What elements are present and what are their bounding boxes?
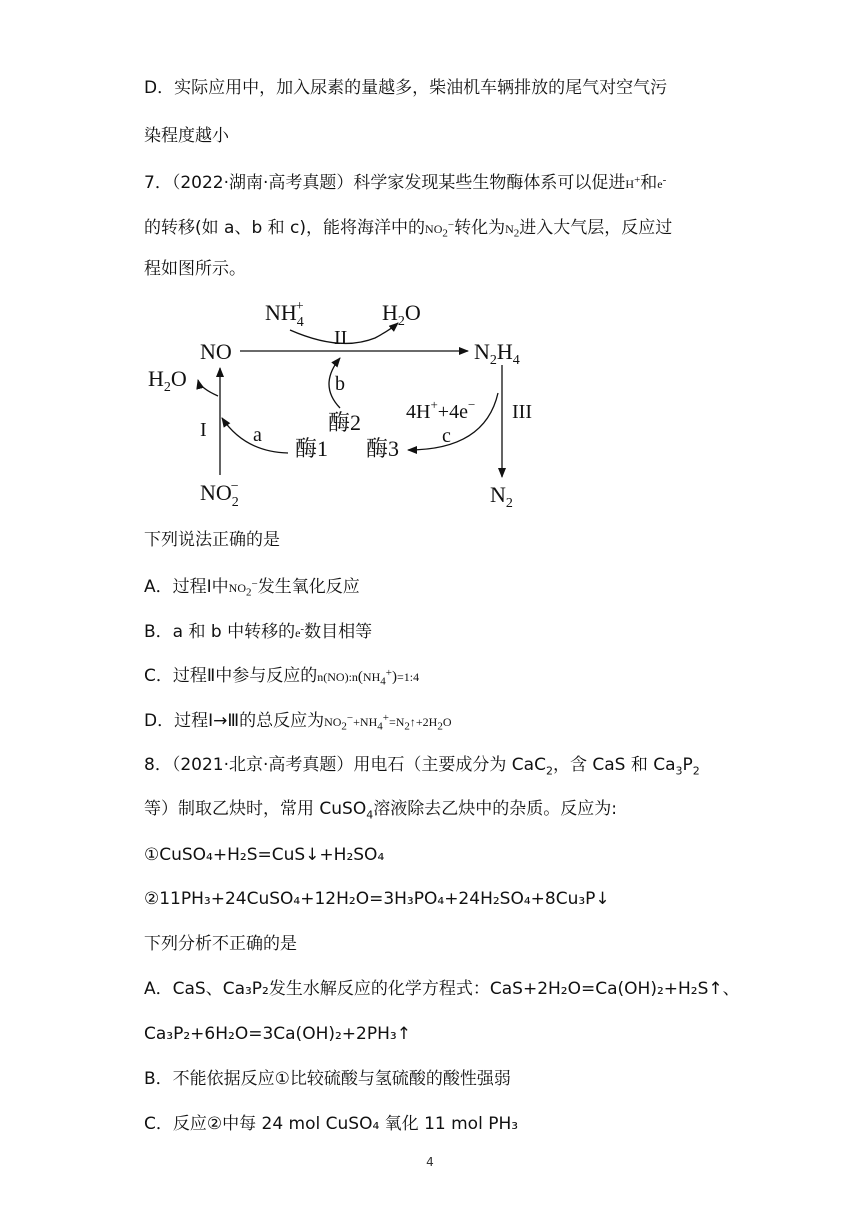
label-a: a <box>253 424 262 446</box>
q8-option-a-line1: A．CaS、Ca₃P₂发生水解反应的化学方程式：CaS+2H₂O=Ca(OH)₂+H₂S↑、 <box>144 979 740 999</box>
label-ii: II <box>334 327 348 349</box>
q8-option-c: C．反应②中每 24 mol CuSO₄ 氧化 11 mol PH₃ <box>144 1114 519 1134</box>
q7-stem-line2: 的转移(如 a、b 和 c)，能将海洋中的$NO_2^-$转化为$N_2$进入大气层，反应过 <box>144 218 673 240</box>
label-n2: $N_2$ <box>490 482 513 511</box>
q8-option-a-line2: Ca₃P₂+6H₂O=3Ca(OH)₂+2PH₃↑ <box>144 1024 411 1044</box>
label-enzyme3: 酶3 <box>366 436 400 461</box>
q8-stem-line2: 等）制取乙炔时，常用 CuSO$_4$溶液除去乙炔中的杂质。反应为: <box>144 799 617 822</box>
q8-stem-line1: 8．（2021·北京·高考真题）用电石（主要成分为 CaC$_2$，含 CaS 和 $Ca_3P_2$ <box>144 755 700 778</box>
label-n2h4: $N_2H_4$ <box>474 339 520 368</box>
label-b: b <box>335 373 345 395</box>
q8-option-b: B．不能依据反应①比较硫酸与氢硫酸的酸性强弱 <box>144 1069 511 1089</box>
label-enzyme2: 酶2 <box>328 410 362 435</box>
arrow-to-h2o-left <box>198 380 218 396</box>
label-i: I <box>200 419 207 441</box>
q7-option-a: A．过程Ⅰ中$NO_2^-$发生氧化反应 <box>144 577 360 599</box>
q6-option-d-line1: D．实际应用中，加入尿素的量越多，柴油机车辆排放的尾气对空气污 <box>144 78 668 98</box>
q7-option-b: B．a 和 b 中转移的e-数目相等 <box>144 622 373 642</box>
q8-question: 下列分析不正确的是 <box>144 934 297 954</box>
q7-question: 下列说法正确的是 <box>144 530 280 550</box>
q7-stem-line3: 程如图所示。 <box>144 259 246 279</box>
label-enzyme1: 酶1 <box>295 436 329 461</box>
page-number: 4 <box>426 1155 434 1169</box>
label-no2: $NO_2-$ <box>200 479 239 510</box>
q7-option-d: D．过程Ⅰ→Ⅲ的总反应为$NO_2^-+NH_4^+=N_2↑+2H_2O$ <box>144 711 452 733</box>
label-c: c <box>442 425 451 447</box>
q8-reaction-1: ①CuSO₄+H₂S=CuS↓+H₂SO₄ <box>144 845 385 865</box>
label-no: NO <box>200 339 232 364</box>
label-iii: III <box>512 401 532 423</box>
q7-stem-line1: 7．（2022·湖南·高考真题）科学家发现某些生物酶体系可以促进H+和e- <box>144 173 667 193</box>
label-h2o-top: $H_2O$ <box>382 300 421 329</box>
q8-reaction-2: ②11PH₃+24CuSO₄+12H₂O=3H₃PO₄+24H₂SO₄+8Cu₃P↓ <box>144 889 610 909</box>
label-h2o-left: $H_2O$ <box>148 366 187 395</box>
reaction-diagram <box>140 290 580 520</box>
label-4h-4e: 4H++4e− <box>406 397 476 423</box>
q6-option-d-line2: 染程度越小 <box>144 126 229 146</box>
label-nh4: $NH_4+$ <box>265 299 304 330</box>
q7-option-c: C．过程Ⅱ中参与反应的$n(NO):n(NH_4^+)=1:4$ <box>144 666 420 688</box>
